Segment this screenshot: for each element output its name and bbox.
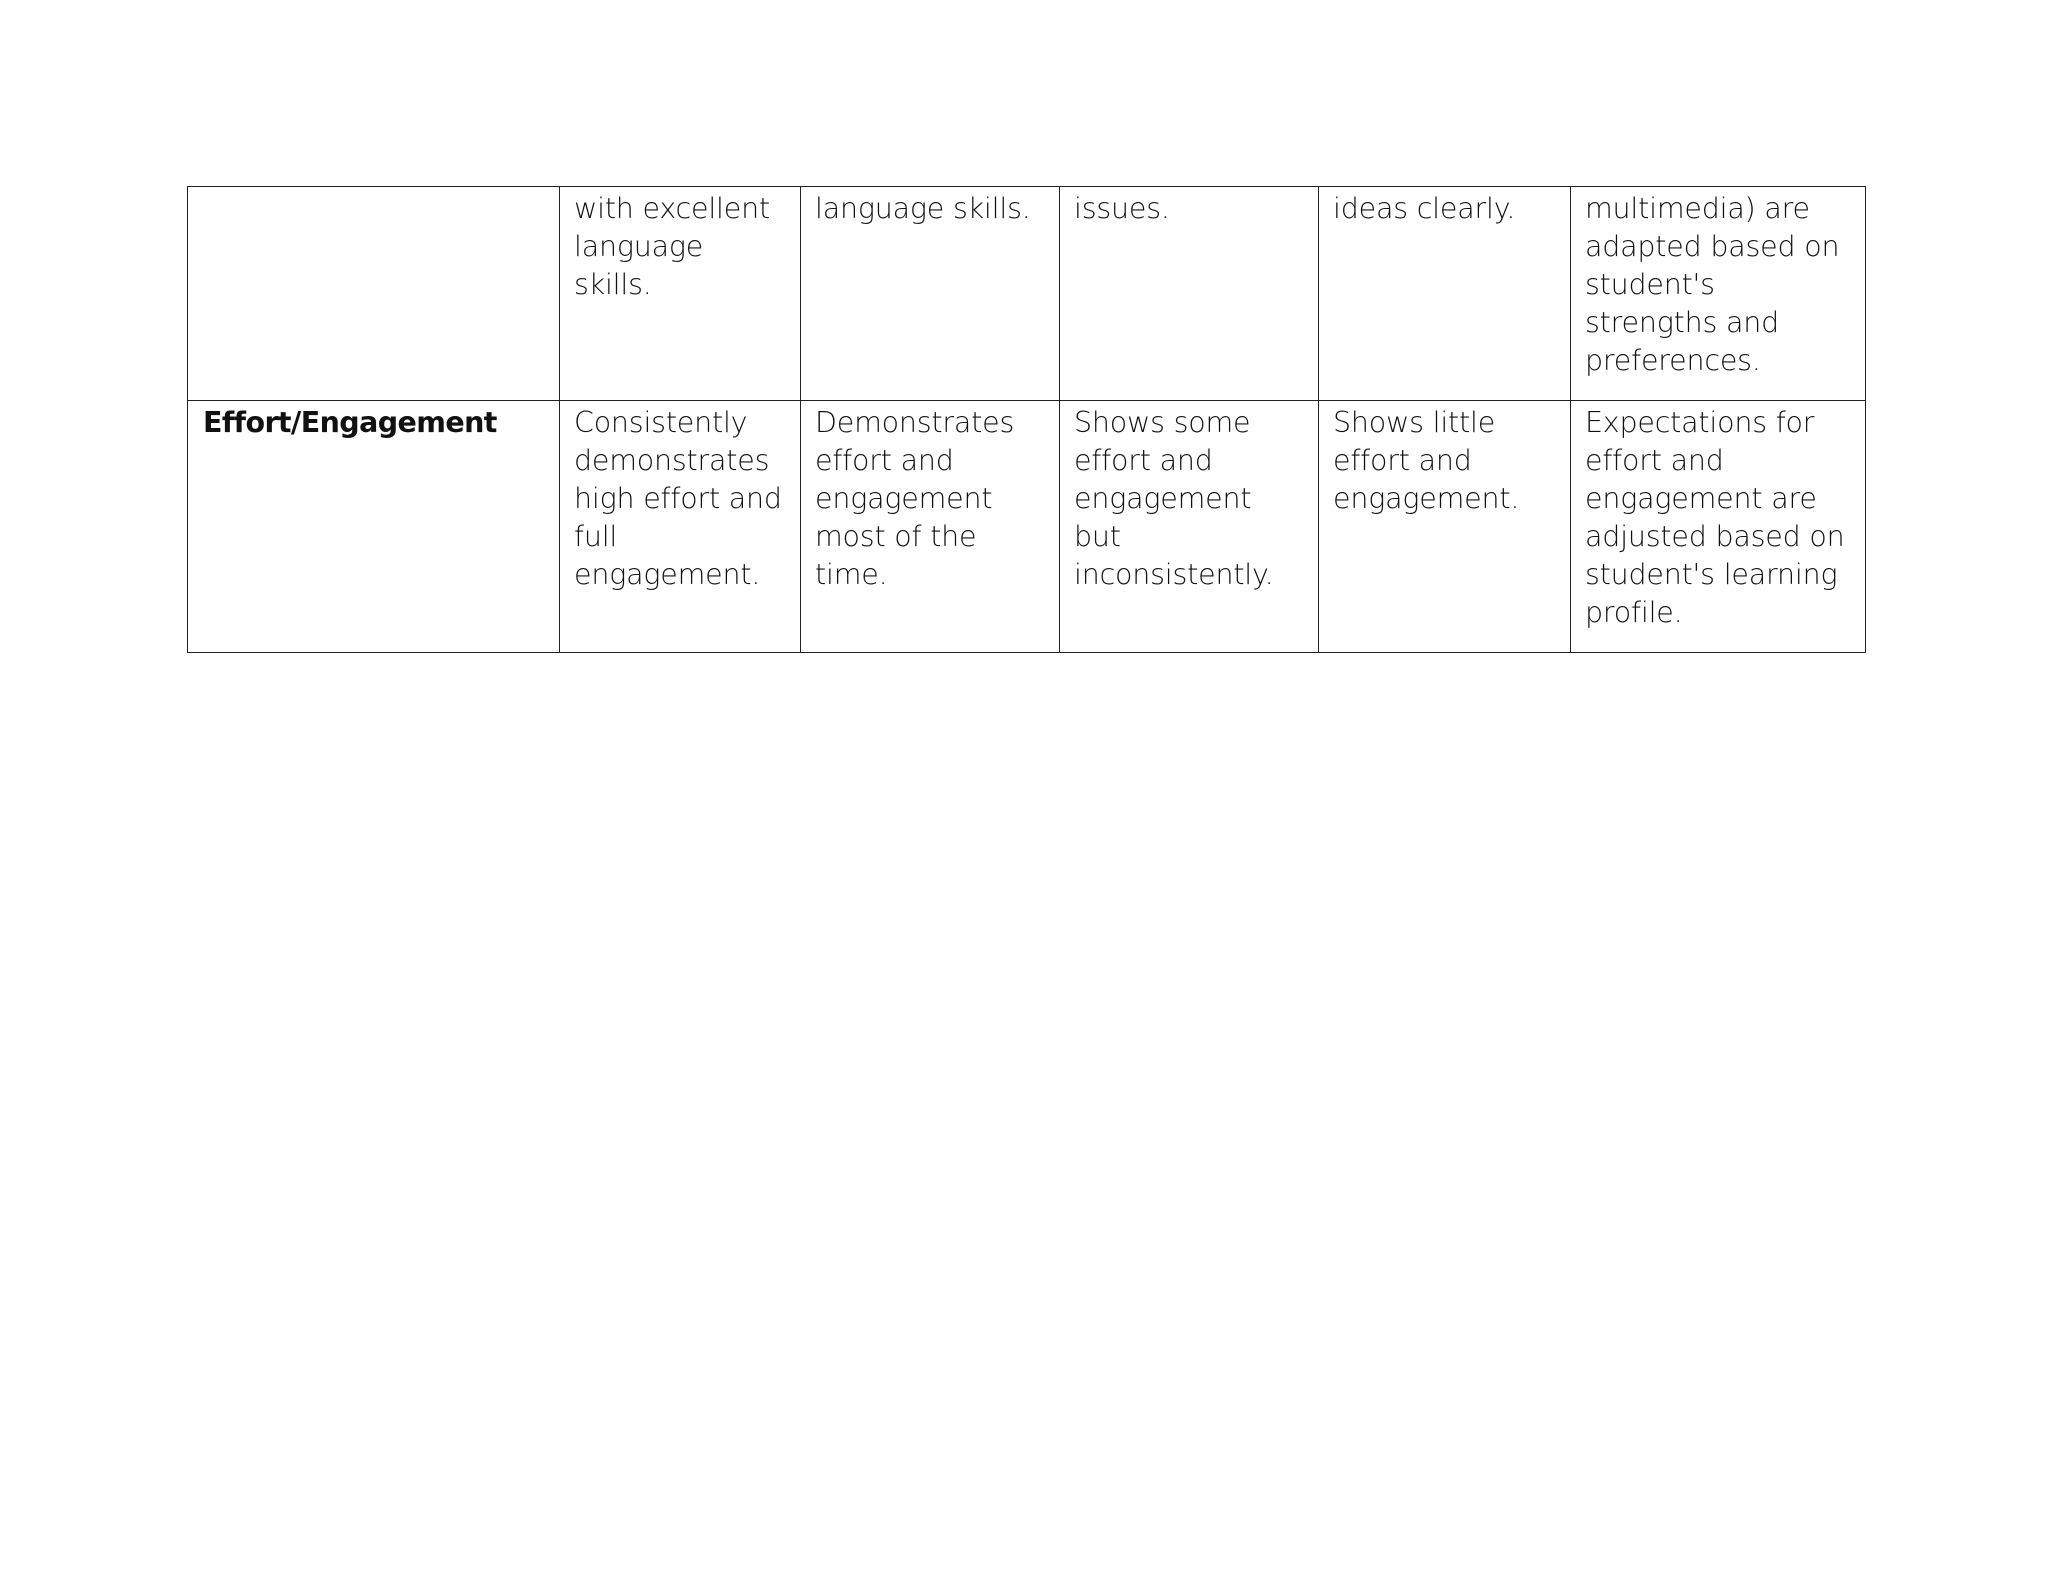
table-row (188, 401, 1866, 653)
adaptation-cell (1571, 187, 1866, 401)
table-row (188, 187, 1866, 401)
level-cell (1060, 401, 1319, 653)
level-cell (801, 187, 1060, 401)
rubric-table (187, 186, 1866, 653)
cell-text: multimedia) are adapted based on student's strengths and preferences. (1585, 192, 1840, 377)
cell-text: ideas clearly. (1333, 192, 1516, 225)
cell-text: Shows little effort and engagement. (1333, 406, 1520, 515)
level-cell (801, 401, 1060, 653)
cell-text: language skills. (815, 192, 1031, 225)
criterion-cell (188, 187, 560, 401)
criterion-label: Effort/Engagement (203, 406, 497, 439)
level-cell (1319, 401, 1571, 653)
criterion-cell (188, 401, 560, 653)
adaptation-cell (1571, 401, 1866, 653)
level-cell (1319, 187, 1571, 401)
cell-text: Demonstrates effort and engagement most of the time. (815, 406, 1015, 591)
cell-text: issues. (1074, 192, 1170, 225)
cell-text: Shows some effort and engagement but inconsistently. (1074, 406, 1274, 591)
level-cell (560, 187, 801, 401)
cell-text: with excellent language skills. (574, 192, 770, 301)
level-cell (1060, 187, 1319, 401)
cell-text: Consistently demonstrates high effort and full engagement. (574, 406, 782, 591)
level-cell (560, 401, 801, 653)
cell-text: Expectations for effort and engagement are adjusted based on student's learning profile. (1585, 406, 1845, 629)
